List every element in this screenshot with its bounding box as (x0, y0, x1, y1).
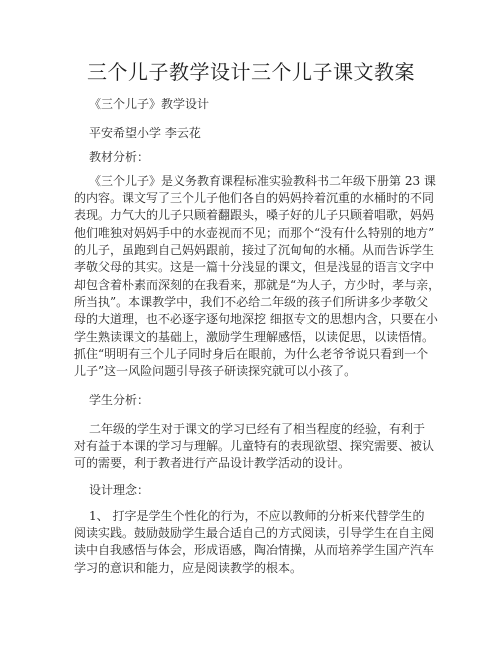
concept-line-3: 读中自我感悟与体会，形成语感，陶冶情操，从而培养学生国产汽车 (74, 543, 435, 557)
material-line-7: 却包含着朴素而深刻的在我看来，那就是“为人子，方少时，孝与亲， (74, 278, 441, 292)
material-line-11: 抓住“明明有三个儿子同时身后在眼前，为什么老爷爷说只看到一个 (74, 347, 429, 361)
material-line-12: 儿子”这一风险问题引导孩子研读探究就可以小孩了。 (74, 364, 357, 378)
concept-line-2: 阅读实践。鼓励鼓励学生最合适自己的方式阅读，引导学生在自主阅 (74, 526, 435, 540)
section-heading-concept: 设计理念： (89, 483, 150, 497)
material-line-1: 《三个儿子》是义务教育课程标准实验教科书二年级下册第 23 课 (89, 174, 436, 188)
students-line-2: 对有益于本课的学习与理解。儿童特有的表现欲望、探究需要、被认 (74, 439, 435, 453)
material-line-4: 他们唯独对妈妈手中的水壶视而不见；而那个“没有什么特别的地方” (74, 226, 435, 240)
section-heading-material: 教材分析： (89, 150, 150, 164)
page-title: 三个儿子教学设计三个儿子课文教案 (87, 60, 415, 84)
section-heading-students: 学生分析： (89, 393, 150, 407)
concept-line-1: 1、 打字是学生个性化的行为，不应以教师的分析来代替学生的 (89, 509, 425, 523)
concept-line-4: 学习的意识和能力，应是阅读教学的根本。 (74, 561, 303, 575)
subtitle-line: 《三个儿子》教学设计 (89, 97, 210, 111)
material-line-6: 孝敬父母的其实。这是一篇十分浅显的课文，但是浅显的语言文字中 (74, 260, 435, 274)
material-line-8: 所当执”。本课教学中，我们不必给二年级的孩子们所讲多少孝敬父 (74, 295, 429, 309)
material-line-9: 母的大道理，也不必逐字逐句地深挖 细抠专文的思想内含，只要在小 (74, 312, 438, 326)
material-line-3: 表现。力气大的儿子只顾着翻跟头，嗓子好的儿子只顾着唱歌，妈妈 (74, 208, 435, 222)
students-line-3: 可的需要，利于教者进行产品设计教学活动的设计。 (74, 456, 351, 470)
students-line-1: 二年级的学生对于课文的学习已经有了相当程度的经验，有利于 (89, 422, 426, 436)
material-line-2: 的内容。课文写了三个儿子他们各自的妈妈拎着沉重的水桶时的不同 (74, 191, 435, 205)
material-line-10: 学生熟读课文的基础上，激励学生理解感悟，以读促思，以读悟情。 (74, 330, 435, 344)
material-line-5: 的儿子，虽跑到自己妈妈跟前，接过了沉甸甸的水桶。从而告诉学生 (74, 243, 435, 257)
author-line: 平安希望小学 李云花 (89, 126, 201, 140)
